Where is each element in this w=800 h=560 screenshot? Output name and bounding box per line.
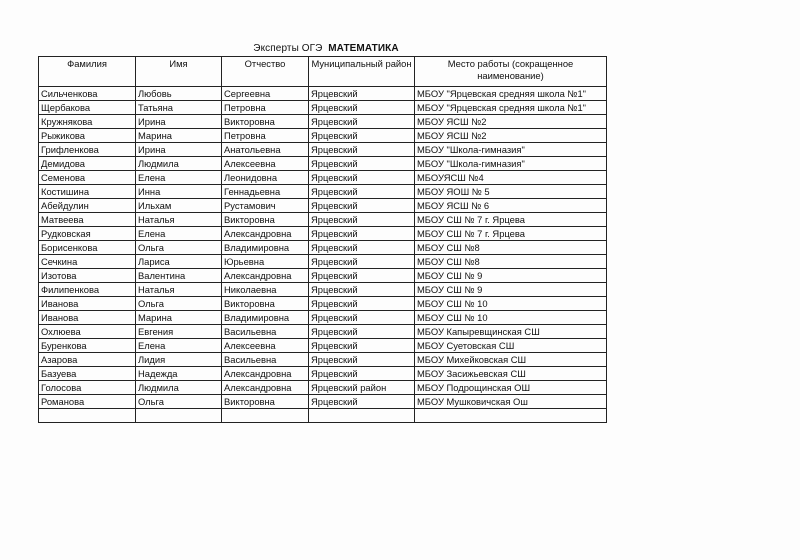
table-row [39, 283, 607, 297]
title-subject: МАТЕМАТИКА [328, 43, 399, 54]
table-row [39, 157, 607, 171]
cell-surname: Романова [39, 395, 136, 409]
cell-district: Ярцевский [309, 101, 415, 115]
cell-patronymic: Петровна [222, 129, 309, 143]
cell-district: Ярцевский [309, 353, 415, 367]
cell-district: Ярцевский [309, 395, 415, 409]
cell-surname: Кружнякова [39, 115, 136, 129]
cell-surname: Сечкина [39, 255, 136, 269]
cell-district [309, 409, 415, 423]
cell-district: Ярцевский [309, 227, 415, 241]
cell-surname: Абейдулин [39, 199, 136, 213]
cell-name: Наталья [136, 213, 222, 227]
cell-patronymic: Владимировна [222, 241, 309, 255]
cell-district: Ярцевский [309, 171, 415, 185]
cell-surname: Щербакова [39, 101, 136, 115]
cell-surname: Изотова [39, 269, 136, 283]
table-row [39, 353, 607, 367]
cell-patronymic: Александровна [222, 227, 309, 241]
cell-workplace: МБОУ ЯСШ № 6 [415, 199, 607, 213]
cell-name [136, 409, 222, 423]
header-surname: Фамилия [39, 57, 136, 87]
cell-patronymic: Николаевна [222, 283, 309, 297]
cell-patronymic: Викторовна [222, 395, 309, 409]
table-row [39, 269, 607, 283]
cell-name: Ильхам [136, 199, 222, 213]
cell-workplace: МБОУ Засижьевская СШ [415, 367, 607, 381]
cell-name: Татьяна [136, 101, 222, 115]
cell-district: Ярцевский [309, 157, 415, 171]
cell-surname: Охлюева [39, 325, 136, 339]
table-row [39, 255, 607, 269]
cell-patronymic: Александровна [222, 269, 309, 283]
cell-surname [39, 409, 136, 423]
table-row [39, 199, 607, 213]
cell-workplace [415, 409, 607, 423]
cell-workplace: МБОУ ЯСШ №2 [415, 129, 607, 143]
cell-workplace: МБОУ СШ № 9 [415, 283, 607, 297]
cell-district: Ярцевский [309, 115, 415, 129]
table-row [39, 381, 607, 395]
cell-name: Ольга [136, 297, 222, 311]
cell-surname: Борисенкова [39, 241, 136, 255]
cell-surname: Семенова [39, 171, 136, 185]
cell-workplace: МБОУ Мушковичская Ош [415, 395, 607, 409]
cell-name: Ольга [136, 395, 222, 409]
table-row [39, 297, 607, 311]
table-row [39, 325, 607, 339]
cell-district: Ярцевский [309, 367, 415, 381]
cell-workplace: МБОУ СШ №8 [415, 241, 607, 255]
cell-surname: Иванова [39, 311, 136, 325]
cell-workplace: МБОУЯСШ №4 [415, 171, 607, 185]
document-title [0, 43, 652, 54]
header-patronymic: Отчество [222, 57, 309, 87]
cell-name: Лидия [136, 353, 222, 367]
cell-workplace: МБОУ ЯСШ №2 [415, 115, 607, 129]
cell-district: Ярцевский район [309, 381, 415, 395]
cell-district: Ярцевский [309, 143, 415, 157]
title-prefix: Эксперты ОГЭ [253, 43, 323, 54]
cell-patronymic: Сергеевна [222, 87, 309, 101]
cell-district: Ярцевский [309, 269, 415, 283]
cell-name: Евгения [136, 325, 222, 339]
cell-workplace: МБОУ "Ярцевская средняя школа №1" [415, 101, 607, 115]
cell-district: Ярцевский [309, 213, 415, 227]
cell-patronymic: Юрьевна [222, 255, 309, 269]
cell-name: Инна [136, 185, 222, 199]
cell-workplace: МБОУ СШ № 9 [415, 269, 607, 283]
cell-workplace: МБОУ Суетовская СШ [415, 339, 607, 353]
cell-district: Ярцевский [309, 129, 415, 143]
cell-patronymic: Петровна [222, 101, 309, 115]
cell-workplace: МБОУ СШ № 10 [415, 297, 607, 311]
cell-surname: Демидова [39, 157, 136, 171]
cell-workplace: МБОУ Капыревщинская СШ [415, 325, 607, 339]
cell-patronymic: Алексеевна [222, 157, 309, 171]
table-row [39, 339, 607, 353]
cell-workplace: МБОУ Подрощинская ОШ [415, 381, 607, 395]
cell-patronymic: Леонидовна [222, 171, 309, 185]
cell-patronymic: Васильевна [222, 325, 309, 339]
cell-name: Ирина [136, 115, 222, 129]
cell-district: Ярцевский [309, 87, 415, 101]
cell-surname: Азарова [39, 353, 136, 367]
cell-patronymic: Анатольевна [222, 143, 309, 157]
cell-workplace: МБОУ "Ярцевская средняя школа №1" [415, 87, 607, 101]
cell-surname: Иванова [39, 297, 136, 311]
header-name: Имя [136, 57, 222, 87]
cell-name: Валентина [136, 269, 222, 283]
cell-surname: Буренкова [39, 339, 136, 353]
table-row [39, 241, 607, 255]
cell-name: Ирина [136, 143, 222, 157]
cell-workplace: МБОУ Михейковская СШ [415, 353, 607, 367]
table-row [39, 185, 607, 199]
cell-patronymic: Александровна [222, 367, 309, 381]
header-workplace: Место работы (сокращенное наименование) [415, 57, 607, 87]
table-row [39, 143, 607, 157]
table-row [39, 129, 607, 143]
cell-name: Лариса [136, 255, 222, 269]
cell-surname: Сильченкова [39, 87, 136, 101]
cell-district: Ярцевский [309, 325, 415, 339]
cell-surname: Голосова [39, 381, 136, 395]
cell-patronymic: Геннадьевна [222, 185, 309, 199]
cell-district: Ярцевский [309, 311, 415, 325]
cell-name: Надежда [136, 367, 222, 381]
table-row [39, 409, 607, 423]
cell-workplace: МБОУ СШ № 7 г. Ярцева [415, 227, 607, 241]
cell-name: Елена [136, 227, 222, 241]
cell-district: Ярцевский [309, 283, 415, 297]
cell-patronymic: Викторовна [222, 115, 309, 129]
cell-district: Ярцевский [309, 199, 415, 213]
cell-name: Наталья [136, 283, 222, 297]
cell-surname: Грифленкова [39, 143, 136, 157]
cell-surname: Филипенкова [39, 283, 136, 297]
table-body [39, 87, 607, 423]
cell-patronymic [222, 409, 309, 423]
cell-patronymic: Владимировна [222, 311, 309, 325]
table-row [39, 367, 607, 381]
cell-workplace: МБОУ "Школа-гимназия" [415, 143, 607, 157]
cell-name: Марина [136, 129, 222, 143]
table-row [39, 101, 607, 115]
cell-patronymic: Васильевна [222, 353, 309, 367]
table-row [39, 115, 607, 129]
cell-name: Марина [136, 311, 222, 325]
table-row [39, 395, 607, 409]
cell-surname: Рудковская [39, 227, 136, 241]
cell-surname: Матвеева [39, 213, 136, 227]
table-row [39, 171, 607, 185]
cell-name: Ольга [136, 241, 222, 255]
cell-workplace: МБОУ "Школа-гимназия" [415, 157, 607, 171]
cell-surname: Костишина [39, 185, 136, 199]
cell-name: Елена [136, 171, 222, 185]
cell-surname: Рыжикова [39, 129, 136, 143]
cell-name: Людмила [136, 157, 222, 171]
cell-patronymic: Викторовна [222, 297, 309, 311]
header-district: Муниципальный район [309, 57, 415, 87]
cell-workplace: МБОУ СШ № 7 г. Ярцева [415, 213, 607, 227]
cell-patronymic: Рустамович [222, 199, 309, 213]
table-header-row [39, 57, 607, 87]
cell-district: Ярцевский [309, 339, 415, 353]
table-row [39, 311, 607, 325]
table-row [39, 87, 607, 101]
cell-patronymic: Викторовна [222, 213, 309, 227]
cell-name: Елена [136, 339, 222, 353]
table-row [39, 213, 607, 227]
cell-workplace: МБОУ СШ № 10 [415, 311, 607, 325]
cell-district: Ярцевский [309, 297, 415, 311]
cell-district: Ярцевский [309, 241, 415, 255]
cell-district: Ярцевский [309, 185, 415, 199]
cell-surname: Базуева [39, 367, 136, 381]
cell-workplace: МБОУ СШ №8 [415, 255, 607, 269]
cell-workplace: МБОУ ЯОШ № 5 [415, 185, 607, 199]
cell-name: Любовь [136, 87, 222, 101]
cell-name: Людмила [136, 381, 222, 395]
experts-table [38, 56, 607, 423]
table-row [39, 227, 607, 241]
cell-patronymic: Александровна [222, 381, 309, 395]
cell-patronymic: Алексеевна [222, 339, 309, 353]
cell-district: Ярцевский [309, 255, 415, 269]
